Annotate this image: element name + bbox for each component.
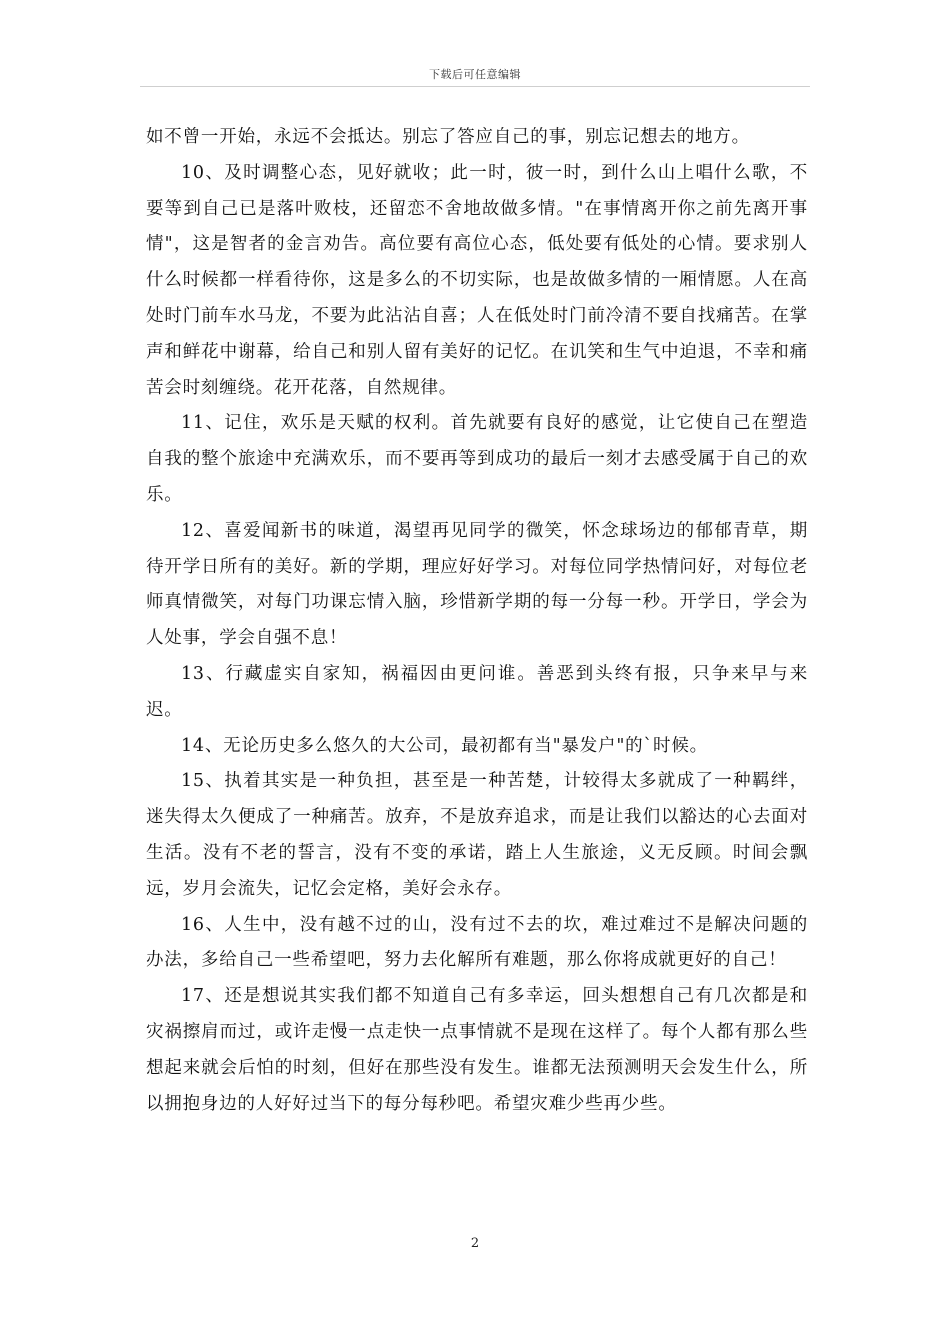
paragraph-16: 16、人生中，没有越不过的山，没有过不去的坎，难过难过不是解决问题的办法，多给自己一些希望吧，努力去化解所有难题，那么你将成就更好的自己！ <box>146 914 808 971</box>
paragraph-10: 10、及时调整心态，见好就收；此一时，彼一时，到什么山上唱什么歌，不要等到自己已是落叶败枝，还留恋不舍地故做多情。"在事情离开你之前先离开事情"，这是智者的金言劝告。高位要有高位心态，低处要有低处的心情。要求别人什么时候都一样看待你，这是多么的不切实际，也是故做多情的一厢情愿。人在高处时门前车水马龙，不要为此沾沾自喜；人在低处时门前冷清不要自找痛苦。在掌声和鲜花中谢幕，给自己和别人留有美好的记忆。在讥笑和生气中迫退，不幸和痛苦会时刻缠绕。花开花落，自然规律。 <box>146 162 808 398</box>
paragraph-15: 15、执着其实是一种负担，甚至是一种苦楚，计较得太多就成了一种羁绊，迷失得太久便成了一种痛苦。放弃，不是放弃追求，而是让我们以豁达的心去面对生活。没有不老的誓言，没有不变的承诺，踏上人生旅途，义无反顾。时间会飘远，岁月会流失，记忆会定格，美好会永存。 <box>146 771 808 899</box>
header-divider <box>140 86 810 87</box>
page-header: 下载后可任意编辑 <box>429 68 521 81</box>
paragraph-continuation: 如不曾一开始，永远不会抵达。别忘了答应自己的事，别忘记想去的地方。 <box>146 127 750 147</box>
paragraph-12: 12、喜爱闻新书的味道，渴望再见同学的微笑，怀念球场边的郁郁青草，期待开学日所有的美好。新的学期，理应好好学习。对每位同学热情问好，对每位老师真情微笑，对每门功课忘情入脑，珍惜新学期的每一分每一秒。开学日，学会为人处事，学会自强不息！ <box>146 520 808 649</box>
paragraph-17: 17、还是想说其实我们都不知道自己有多幸运，回头想想自己有几次都是和灾祸擦肩而过，或许走慢一点走快一点事情就不是现在这样了。每个人都有那么些想起来就会后怕的时刻，但好在那些没有发生。谁都无法预测明天会发生什么，所以拥抱身边的人好好过当下的每分每秒吧。希望灾难少些再少些。 <box>146 986 808 1114</box>
paragraph-11: 11、记住，欢乐是天赋的权利。首先就要有良好的感觉，让它使自己在塑造自我的整个旅途中充满欢乐，而不要再等到成功的最后一刻才去感受属于自己的欢乐。 <box>146 413 808 505</box>
document-body <box>146 120 808 1122</box>
paragraph-13: 13、行藏虚实自家知，祸福因由更问谁。善恶到头终有报，只争来早与来迟。 <box>146 663 808 720</box>
page-number: 2 <box>470 1236 480 1251</box>
paragraph-14: 14、无论历史多么悠久的大公司，最初都有当"暴发户"的`时候。 <box>181 735 708 756</box>
